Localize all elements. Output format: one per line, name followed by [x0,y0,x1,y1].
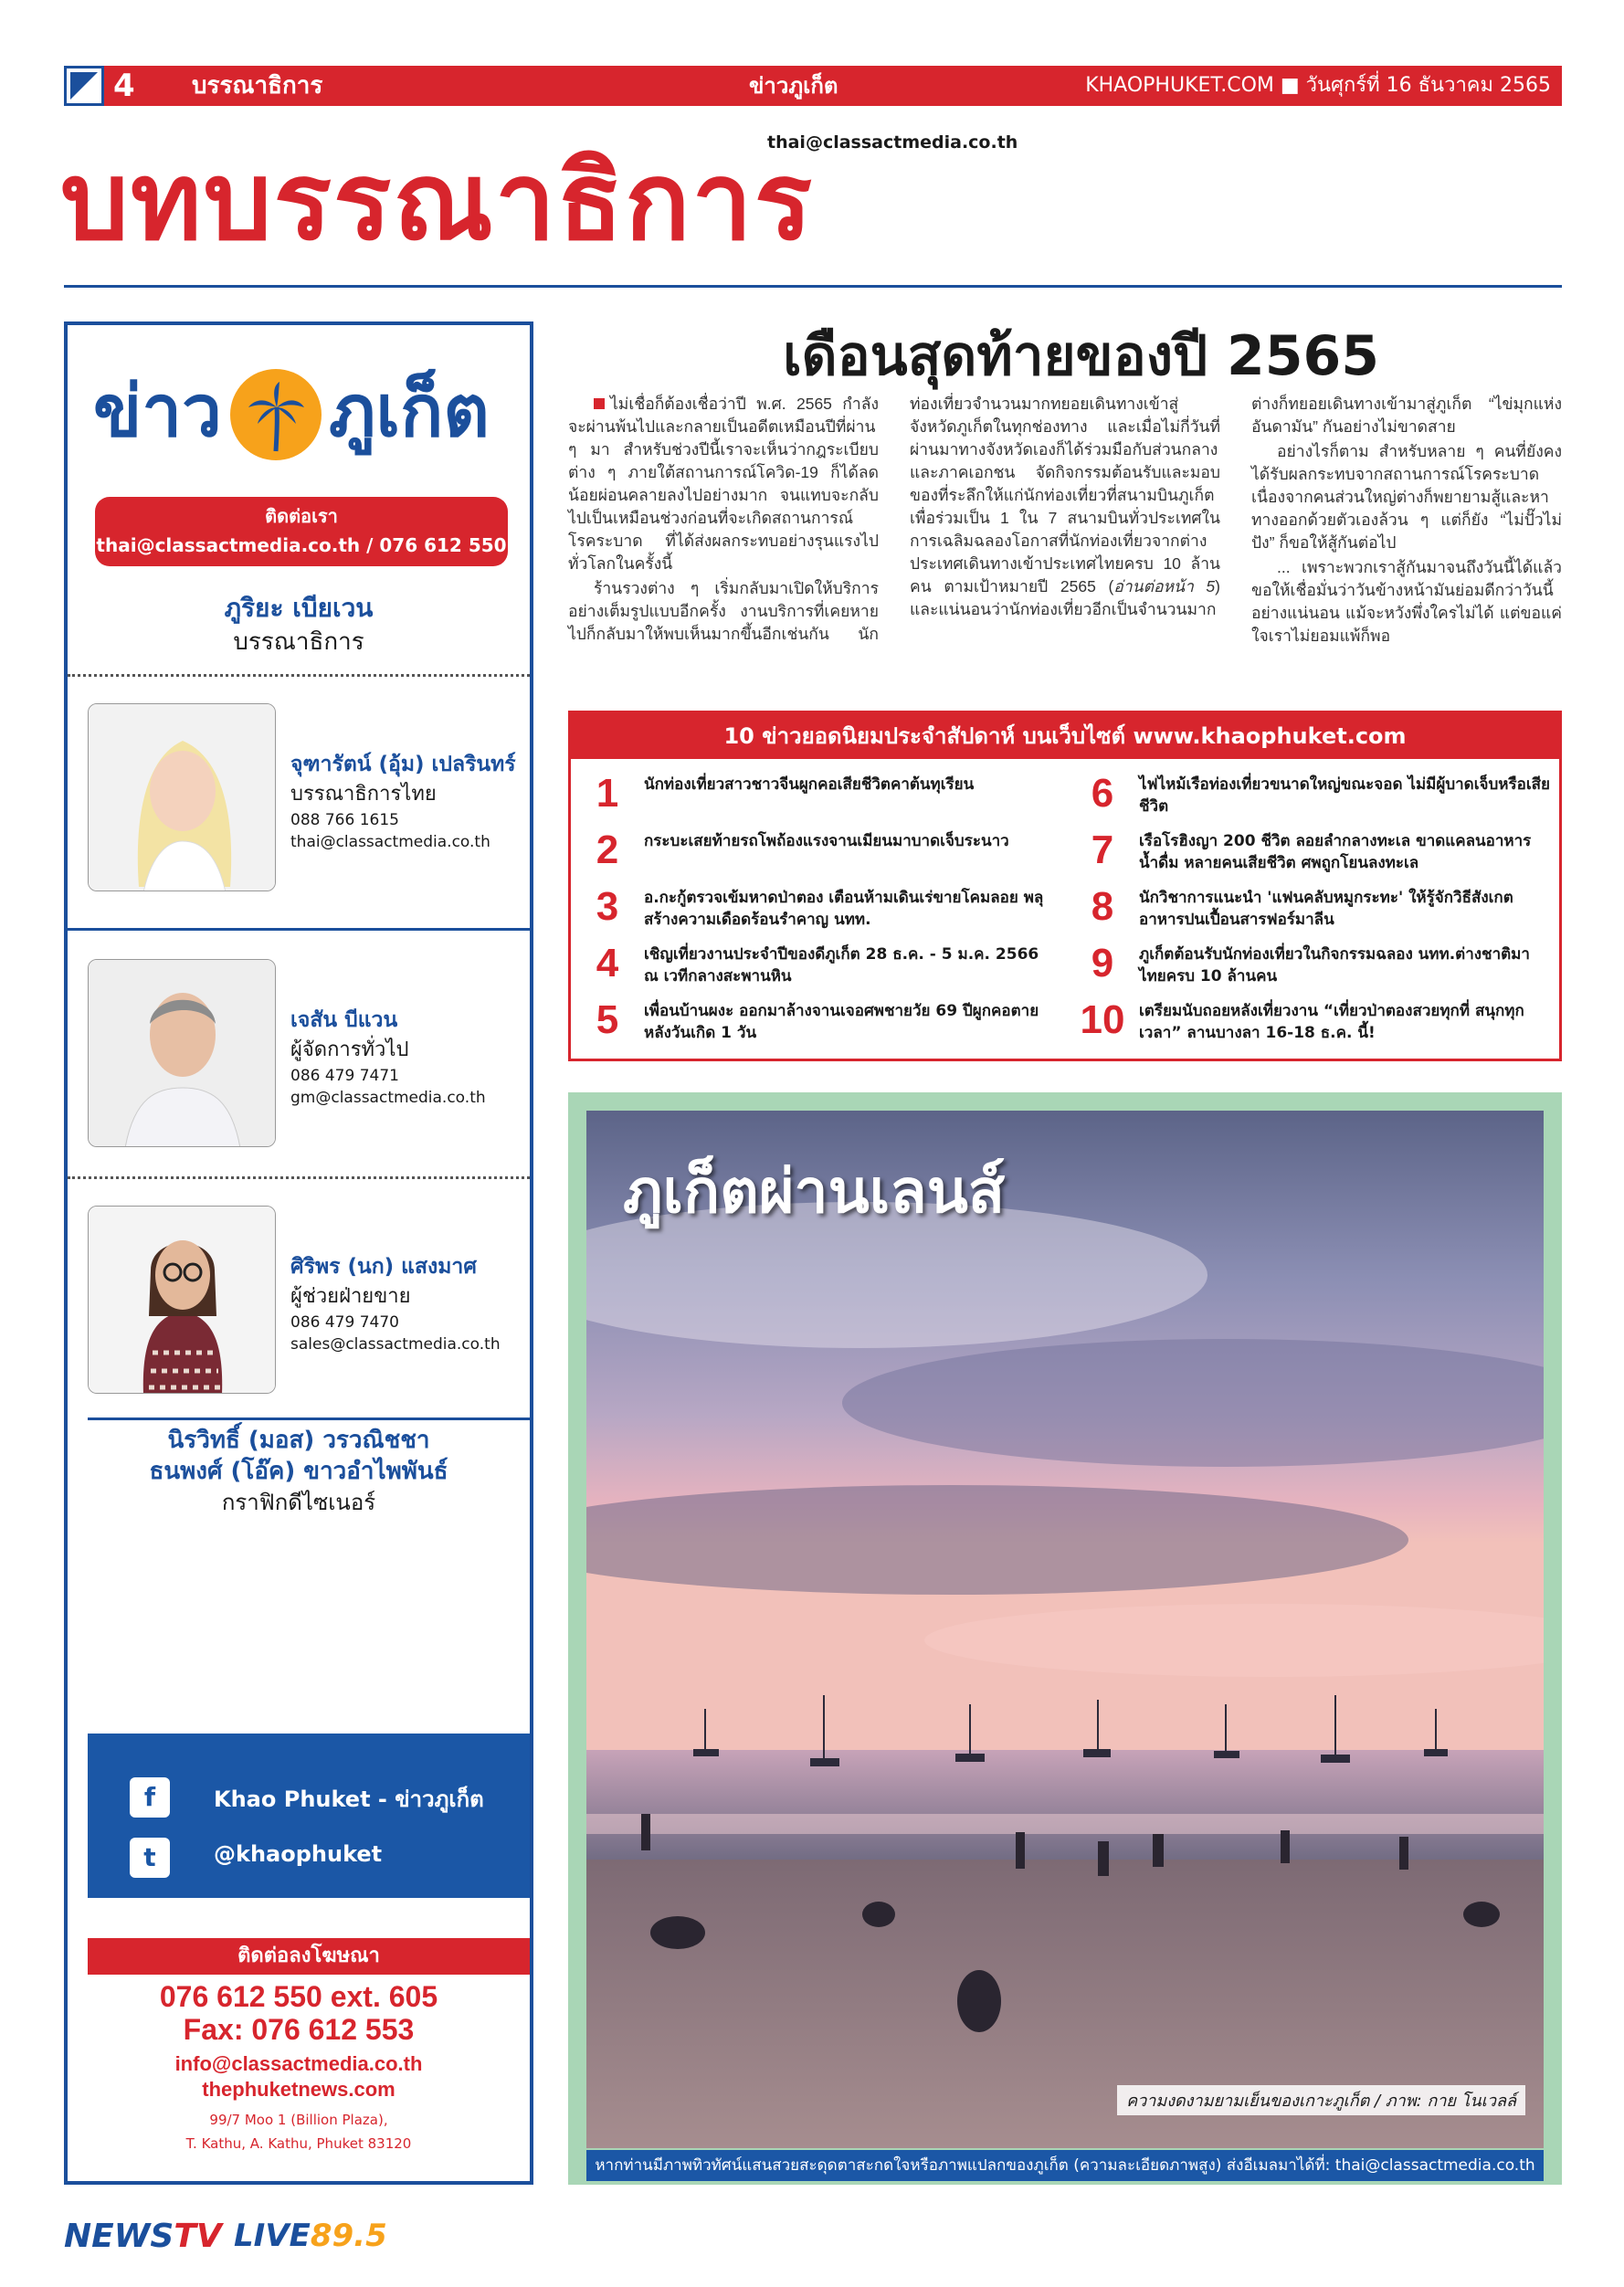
tv-logo-text: TV [174,2218,222,2255]
article-text: ไม่เชื่อก็ต้องเชื่อว่าปี พ.ศ. 2565 กำลังจะผ่านพ้นไปและกลายเป็นอดีตเหมือนปีที่ผ่าน ๆ มา สำหรับช่วงปีนี้เราจะเห็นว่ากฎระเบียบต่าง ๆ ภายใต้สถานการณ์โควิด-19 ก็ได้ลดน้อยผ่อนคลายลงไปอย่างมาก จนแทบจะกลับไปเป็นเหมือนช่วงก่อนที่จะเกิดสถานการณ์โรคระบาด ที่ได้ส่งผลกระทบอย่างรุนแรงไปทั่วโลกในครั้งนี้ [568,395,879,573]
article-text: ร้านรวงต่าง ๆ เริ่มกลับมาเปิดให้บริการอย่างเต็มรูปแบบอีกครั้ง งานบริการที่เคยหายไปก็กลับมาให้พบเห็นมากขึ้นอีกเช่นกัน นักท่องเที่ยวจำนวนมากทยอยเดินทางเข้าสู่จังหวัดภูเก็ตในทุกช่องทาง และเมื่อไม่กี่วันที่ผ่านมาทางจังหวัดเองก็ได้ร่วมมือกับส่วนกลางและภาคเอกชน จัดกิจกรรมต้อนรับและมอบของที่ระลึกให้แก่นักท่องเที่ยวที่สนามบินภูเก็ต เพื่อร่วมเป็น 1 ใน 7 สนามบินทั่วประเทศในการเฉลิมฉลองโอกาสที่นักท่องเที่ยวจากต่างประเทศเดินทางเข้าประเทศไทยครบ 10 ล้านคน ตามเป้าหมายปี 2565 ( [568,395,1220,643]
staff-photo [88,703,276,891]
top10-text: ภูเก็ตต้อนรับนักท่องเที่ยวในกิจกรรมฉลอง นทท.ต่างชาติมาไทยครบ 10 ล้านคน [1139,945,1530,985]
top10-text: กระบะเสยท้ายรถโพถ้องแรงจานเมียนมาบาดเจ็บระนาว [644,832,1009,850]
palm-tree-icon [247,380,305,453]
staff-card [88,959,517,1151]
photo-submission-note: หากท่านมีภาพทิวทัศน์แสนสวยสะดุดตาสะกดใจหรือภาพแปลกของภูเก็ต (ความละเอียดภาพสูง) ส่งอีเมลมาได้ที่: thai@classactmedia.co.th [586,2150,1544,2181]
top10-item[interactable] [580,768,1055,823]
sidebar [64,321,533,2185]
top10-number: 10 [1080,997,1125,1042]
staff-role: ผู้ช่วยฝ่ายขาย [290,1285,411,1308]
article-body [568,393,1562,694]
staff-photo [88,959,276,1147]
staff-phone: 088 766 1615 [290,811,399,829]
article-reference: อ่านต่อหน้า 5 [1113,577,1216,595]
brand-logo-text-left: ข่าว [93,371,222,453]
article-paragraph [568,393,879,575]
top10-item[interactable] [580,995,1055,1049]
staff-email[interactable]: thai@classactmedia.co.th [290,833,490,851]
staff-phone: 086 479 7470 [290,1313,399,1332]
top10-item[interactable] [1075,825,1550,880]
photo-title: ภูเก็ตผ่านเลนส์ [623,1156,1006,1227]
staff-card [88,703,517,895]
top10-number: 8 [1091,884,1114,929]
top10-item[interactable] [580,938,1055,993]
designer-name: นิรวิทธิ์ (มอส) วรวณิชชา [167,1427,430,1454]
article-paragraph [1251,440,1562,554]
top10-item[interactable] [1075,881,1550,936]
top10-text: เพื่อนบ้านผงะ ออกมาล้างจานเจอศพชายวัย 69 ปีผูกคอตายหลังวันเกิด 1 วัน [644,1002,1039,1042]
news-logo-text: NEWS [64,2218,174,2255]
brand-logo-text-right: ภูเก็ต [329,371,490,453]
article-headline: เดือนสุดท้ายของปี 2565 [783,324,1379,388]
top10-number: 7 [1091,827,1114,872]
top10-item[interactable] [580,881,1055,936]
news-tv-logo [64,2218,222,2255]
frequency-logo-text: 89.5 [310,2218,387,2254]
editorial-email[interactable]: thai@classactmedia.co.th [767,132,1018,153]
live-radio-logo [234,2218,387,2254]
page-title: บทบรรณาธิการ [60,138,815,264]
top10-number: 9 [1091,941,1114,985]
ads-fax: Fax: 076 612 553 [183,2013,415,2046]
staff-role: บรรณาธิการไทย [290,783,437,806]
contact-box [95,497,508,566]
article-text: อย่างไรก็ตาม สำหรับหลาย ๆ คนที่ยังคงได้รับผลกระทบจากสถานการณ์โรคระบาด เนื่องจากคนส่วนใหญ่ต่างก็พยายามสู้และหาทางออกด้วยตัวเองล้วน ๆ แต่ก็ยัง “ไม่ปั๊วไม่ปัง” ก็ขอให้สู้กันต่อไป [1251,442,1562,552]
photo-feature [568,1092,1562,2185]
title-divider [64,285,1562,288]
staff-name: เจสัน บีแวน [290,1008,398,1032]
designers [68,1425,530,1518]
facebook-label: Khao Phuket - ข่าวภูเก็ต [214,1786,484,1812]
bullet-icon [594,398,605,409]
contact-label: ติดต่อเรา [265,505,338,527]
ads-address: 99/7 Moo 1 (Billion Plaza), [209,2112,388,2128]
staff-card [88,1206,517,1397]
twitter-icon: t [130,1838,170,1878]
section-name: บรรณาธิการ [192,72,323,100]
sunset-beach-photo [586,1111,1544,2148]
article-text: ... เพราะพวกเราสู้กันมาจนถึงวันนี้ได้แล้ว ขอให้เชื่อมั่นว่าวันข้างหน้ามันย่อมดีกว่าวันนี้อย่างแน่นอน แม้จะหวังพึ่งใครไม่ได้ แต่ขอแค่ใจเราไม่ยอมแพ้ก็พอ [1251,558,1562,645]
ads-phone[interactable]: 076 612 550 ext. 605 [159,1980,438,2013]
designer-role: กราฟิกดีไซเนอร์ [221,1490,376,1515]
staff-phone: 086 479 7471 [290,1067,399,1085]
facebook-icon: f [130,1777,170,1818]
staff-email[interactable]: sales@classactmedia.co.th [290,1335,501,1354]
divider [68,928,530,931]
twitter-label: @khaophuket [214,1841,383,1867]
editor-role: บรรณาธิการ [233,628,364,656]
live-logo-text: LIVE [234,2218,311,2254]
staff-photo [88,1206,276,1394]
divider [88,1418,530,1420]
top10-text: เชิญเที่ยวงานประจำปีของดีภูเก็ต 28 ธ.ค. - 5 ม.ค. 2566 ณ เวทีกลางสะพานหิน [644,945,1039,985]
ads-heading: ติดต่อลงโฆษณา [88,1938,530,1975]
top10-text: นักวิชาการแนะนำ 'แฟนคลับหมูกระทะ' ให้รู้จักวิธีสังเกตอาหารปนเปื้อนสารฟอร์มาลีน [1139,889,1513,929]
top10-item[interactable] [1075,938,1550,993]
top10-item[interactable] [1075,768,1550,823]
ads-website[interactable]: thephuketnews.com [202,2078,395,2101]
top10-number: 3 [596,884,619,929]
contact-value[interactable]: thai@classactmedia.co.th / 076 612 550 [96,534,507,556]
staff-name: ศิริพร (นก) แสงมาศ [290,1255,477,1279]
top10-item[interactable] [1075,995,1550,1049]
social-box [88,1734,530,1898]
top10-number: 4 [596,941,619,985]
top10-text: ไฟไหม้เรือท่องเที่ยวขนาดใหญ่ขณะจอด ไม่มีผู้บาดเจ็บหรือเสียชีวิต [1139,775,1550,816]
ads-email[interactable]: info@classactmedia.co.th [174,2052,423,2075]
top10-text: อ.กะกู้ตรวจเข้มหาดป่าตอง เตือนห้ามเดินเร่ขายโคมลอย พลุ สร้างความเดือดร้อนรำคาญ นทท. [644,889,1044,929]
top10-heading: 10 ข่าวยอดนิยมประจำสัปดาห์ บนเว็บไซต์ www.khaophuket.com [571,713,1559,759]
top10-text: นักท่องเที่ยวสาวชาวจีนผูกคอเสียชีวิตคาต้นทุเรียน [644,775,975,794]
top10-item[interactable] [580,825,1055,880]
staff-name: จุฑารัตน์ (อุ้ม) เปลรินทร์ [290,753,516,776]
top10-text: เรือโรฮิงญา 200 ชีวิต ลอยลำกลางทะเล ขาดแคลนอาหาร น้ำดื่ม หลายคนเสียชีวิต ศพถูกโยนลงทะเล [1139,832,1532,872]
top10-number: 6 [1091,771,1114,816]
top10-number: 5 [596,997,619,1042]
page-number: 4 [113,68,135,104]
header-logo: ข่าวภูเก็ต [749,73,838,99]
divider [68,674,530,677]
top10-text: เตรียมนับถอยหลังเที่ยวงาน “เที่ยวป่าตองสวยทุกที่ สนุกทุกเวลา” ลานบางลา 16-18 ธ.ค. นี้! [1139,1002,1524,1042]
corner-mark-icon [64,66,104,106]
top10-box [568,711,1562,1061]
header-site-date: KHAOPHUKET.COM ■ วันศุกร์ที่ 16 ธันวาคม 2565 [1085,74,1551,97]
designer-name: ธนพงศ์ (โอ๊ค) ขาวอำไพพันธ์ [149,1458,448,1485]
divider [68,1176,530,1179]
staff-role: ผู้จัดการทั่วไป [290,1038,409,1061]
editor-name: ภูริยะ เบียเวน [224,593,374,623]
staff-email[interactable]: gm@classactmedia.co.th [290,1089,486,1107]
photo-caption: ความงดงามยามเย็นของเกาะภูเก็ต / ภาพ: กาย โนเวลล์ [1117,2085,1525,2115]
top10-number: 1 [596,771,619,816]
brand-logo [93,362,513,471]
article-text: ) และแน่นอนว่านักท่องเที่ยวอีกเป็นจำนวนมาก ต่างก็ทยอยเดินทางเข้ามาสู่ภูเก็ต “ไข่มุกแห่งอันดามัน” กันอย่างไม่ขาดสาย [910,395,1562,618]
article-paragraph [1251,556,1562,648]
top10-number: 2 [596,827,619,872]
ads-address: T. Kathu, A. Kathu, Phuket 83120 [185,2135,412,2152]
